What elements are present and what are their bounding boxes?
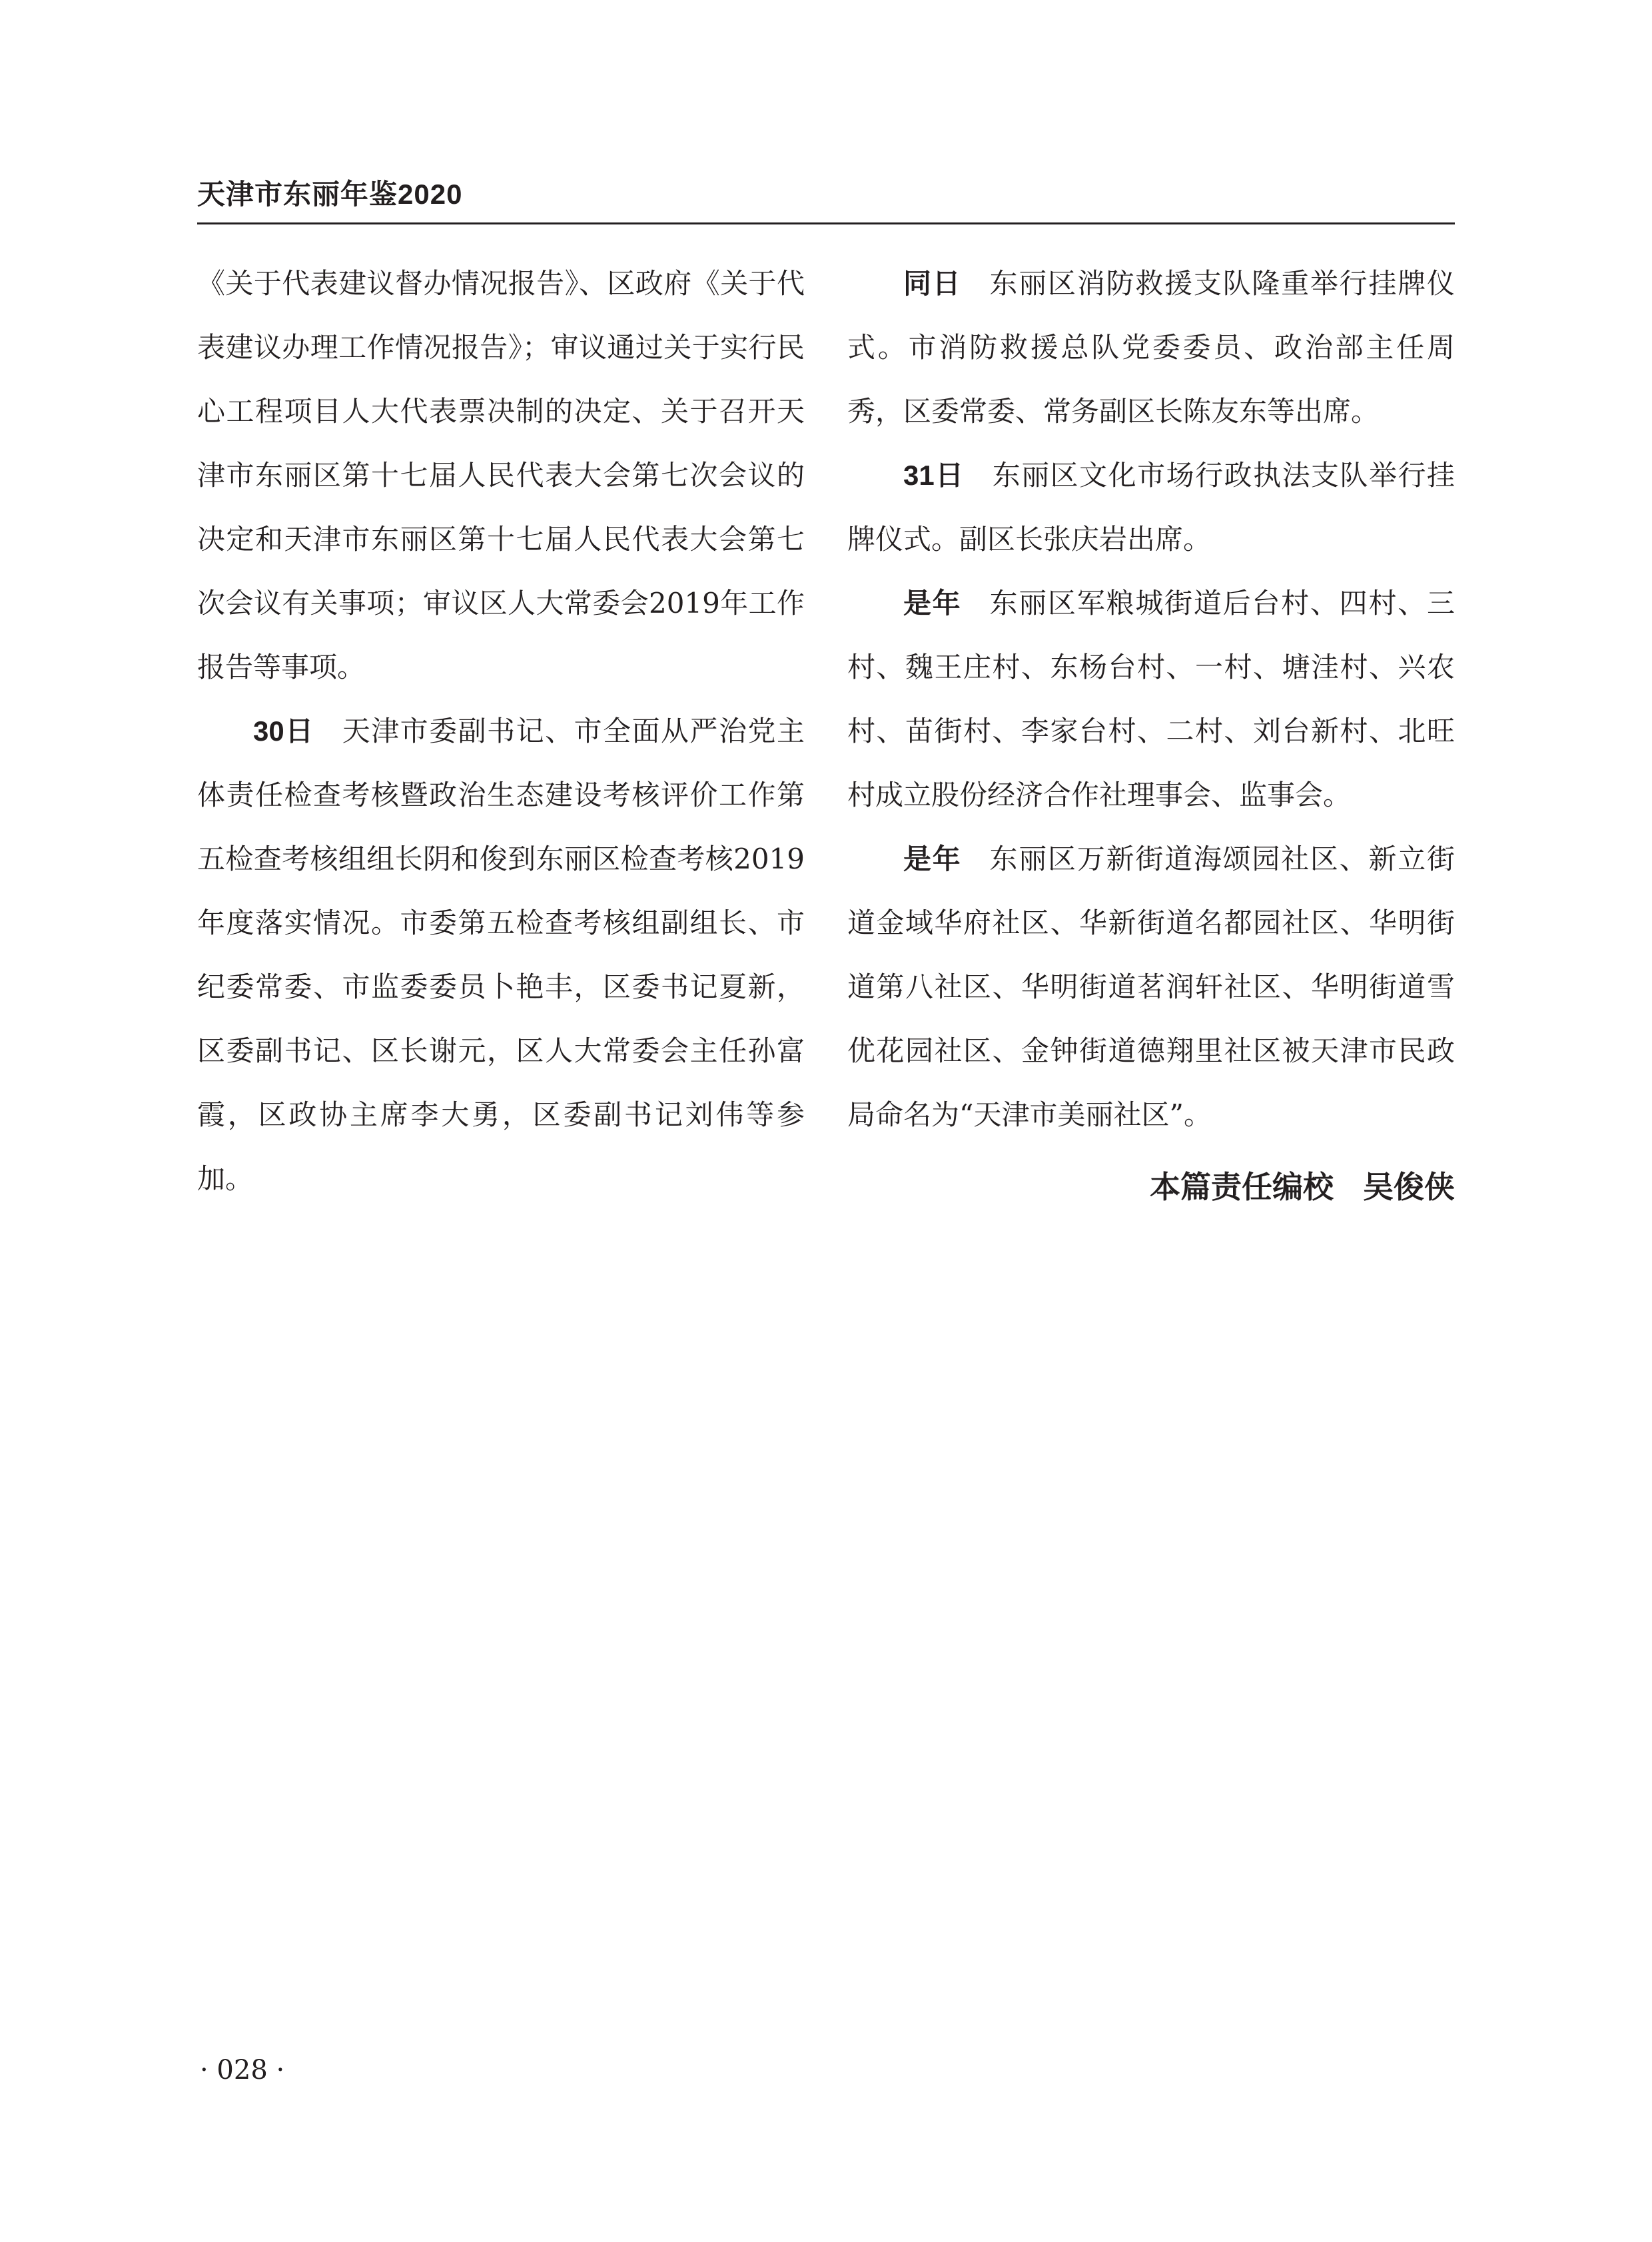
entry-text: 天津市委副书记、市全面从严治党主体责任检查考核暨政治生态建设考核评价工作第五检查考核组组长阴和俊到东丽区检查考核2019年度落实情况。市委第五检查考核组副组长、市纪委常委、市监委委员卜艳丰，区委书记夏新，区委副书记、区长谢元，区人大常委会主任孙富霞，区政协主席李大勇，区委副书记刘伟等参加。	[197, 715, 805, 1195]
entry-date: 30日	[253, 715, 314, 747]
left-paragraph-continuation	[197, 252, 805, 699]
left-column	[197, 252, 805, 1211]
entry-30th	[197, 699, 805, 1211]
responsible-editor	[1150, 1166, 1455, 1208]
entry-31st	[847, 444, 1455, 571]
entry-this-year-2	[847, 827, 1455, 1147]
entry-text: 东丽区文化市场行政执法支队举行挂牌仪式。副区长张庆岩出席。	[847, 459, 1455, 556]
entry-text: 东丽区消防救援支队隆重举行挂牌仪式。市消防救援总队党委委员、政治部主任周秀，区委常委、常务副区长陈友东等出席。	[847, 267, 1455, 428]
right-column	[847, 252, 1455, 1147]
running-header-title: 天津市东丽年鉴2020	[197, 179, 463, 210]
entry-date: 31日	[903, 460, 965, 491]
entry-this-year-1	[847, 571, 1455, 827]
entry-date: 是年	[903, 843, 962, 875]
page-number: · 028 ·	[200, 2055, 285, 2085]
entry-text: 东丽区军粮城街道后台村、四村、三村、魏王庄村、东杨台村、一村、塘洼村、兴农村、苗街村、李家台村、二村、刘台新村、北旺村成立股份经济合作社理事会、监事会。	[847, 587, 1455, 811]
entry-date: 是年	[903, 587, 962, 619]
paragraph-text: 《关于代表建议督办情况报告》、区政府《关于代表建议办理工作情况报告》；审议通过关于实行民心工程项目人大代表票决制的决定、关于召开天津市东丽区第十七届人民代表大会第七次会议的决定和天津市东丽区第十七届人民代表大会第七次会议有关事项；审议区人大常委会2019年工作报告等事项。	[197, 267, 805, 683]
editor-name: 吴俊侠	[1363, 1170, 1455, 1204]
editor-label: 本篇责任编校	[1150, 1170, 1334, 1204]
header-divider	[197, 222, 1455, 224]
entry-text: 东丽区万新街道海颂园社区、新立街道金域华府社区、华新街道名都园社区、华明街道第八社区、华明街道茗润轩社区、华明街道雪优花园社区、金钟街道德翔里社区被天津市民政局命名为“天津市美丽社区”。	[847, 843, 1455, 1131]
entry-date: 同日	[903, 268, 962, 299]
entry-same-day	[847, 252, 1455, 444]
